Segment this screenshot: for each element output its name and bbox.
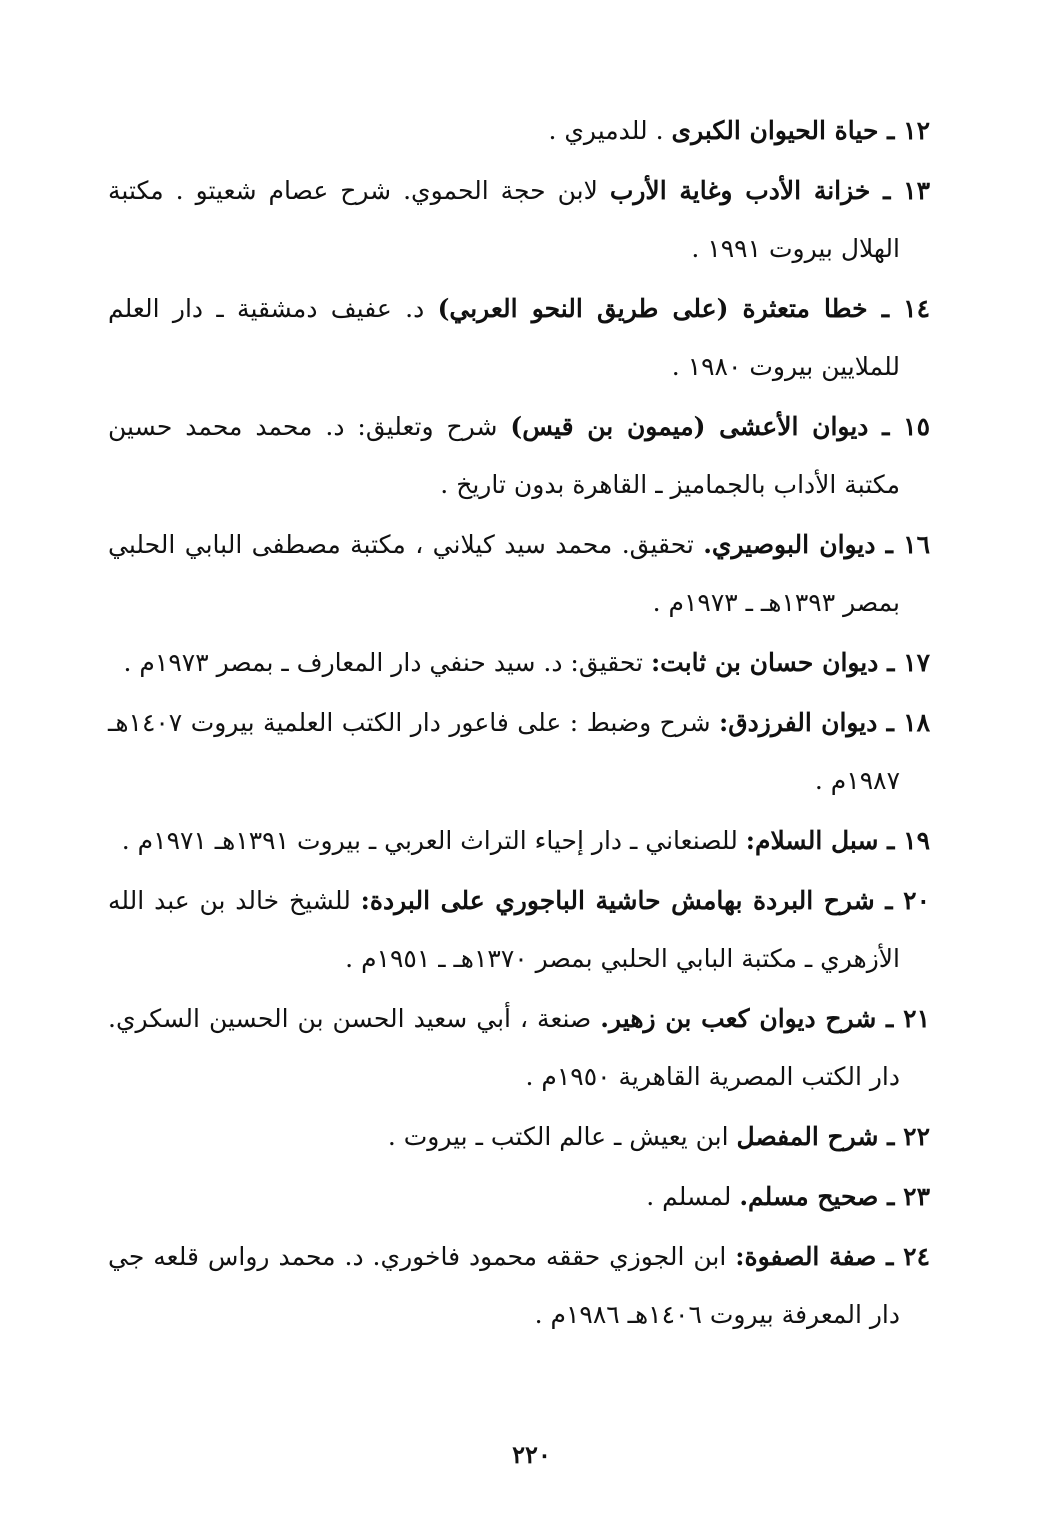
entry-title: حياة الحيوان الكبرى	[671, 116, 879, 145]
bibliography-entry: ١٥ ـ ديوان الأعشى (ميمون بن قيس) شرح وتعليق: د. محمد محمد حسين مكتبة الأداب بالجماميز ـ القاهرة بدون تاريخ .	[108, 412, 931, 499]
bibliography-entry: ١٩ ـ سبل السلام: للصنعاني ـ دار إحياء التراث العربي ـ بيروت ١٣٩١هـ ١٩٧١م .	[121, 826, 930, 855]
entry-number: ١٦	[903, 530, 931, 559]
entry-number: ١٩	[903, 826, 930, 855]
entry-details: شرح وضبط : على فاعور دار الكتب العلمية بيروت ١٤٠٧هـ ١٩٨٧م .	[108, 708, 900, 795]
entry-details: صنعة ، أبي سعيد الحسن بن الحسين السكري. دار الكتب المصرية القاهرية ١٩٥٠م .	[108, 1004, 900, 1091]
entry-number: ١٤	[903, 294, 931, 323]
bibliography-entry: ١٤ ـ خطا متعثرة (على طريق النحو العربي) د. عفيف دمشقية ـ دار العلم للملايين بيروت ١٩٨٠ .	[108, 294, 931, 381]
entry-details: شرح وتعليق: د. محمد محمد حسين مكتبة الأداب بالجماميز ـ القاهرة بدون تاريخ .	[108, 412, 900, 499]
entry-number: ٢٢	[903, 1122, 930, 1151]
entry-number: ١٢	[903, 116, 930, 145]
bibliography-entry: ١٣ ـ خزانة الأدب وغاية الأرب لابن حجة الحموي. شرح عصام شعيتو . مكتبة الهلال بيروت ١٩٩١ .	[108, 176, 931, 263]
entry-title: ديوان الفرزدق:	[719, 708, 878, 737]
entry-title: شرح ديوان كعب بن زهير.	[600, 1004, 877, 1033]
entry-number: ١٧	[903, 648, 930, 677]
entry-details: لابن حجة الحموي. شرح عصام شعيتو . مكتبة الهلال بيروت ١٩٩١ .	[108, 176, 900, 263]
bibliography-entry: ٢١ ـ شرح ديوان كعب بن زهير. صنعة ، أبي سعيد الحسن بن الحسين السكري. دار الكتب المصرية القاهرية ١٩٥٠م .	[108, 1004, 930, 1091]
page-number: ٢٢٠	[512, 1440, 551, 1469]
entry-title: ديوان حسان بن ثابت:	[650, 648, 879, 677]
entry-title: سبل السلام:	[745, 826, 879, 855]
bibliography-list	[108, 102, 930, 1346]
bibliography-entry: ١٦ ـ ديوان البوصيري. تحقيق. محمد سيد كيلاني ، مكتبة مصطفى البابي الحلبي بمصر ١٣٩٣هـ ـ ١٩٧٣م .	[108, 530, 931, 617]
entry-details: تحقيق: د. سيد حنفي دار المعارف ـ بمصر ١٩٧٣م .	[123, 648, 643, 677]
entry-title: صفة الصفوة:	[735, 1242, 877, 1271]
entry-number: ٢٣	[903, 1182, 930, 1211]
entry-number: ١٨	[903, 708, 931, 737]
entry-number: ٢١	[903, 1004, 930, 1033]
bibliography-entry: ٢٢ ـ شرح المفصل ابن يعيش ـ عالم الكتب ـ بيروت .	[387, 1122, 930, 1151]
bibliography-entry: ٢٣ ـ صحيح مسلم. لمسلم .	[646, 1182, 930, 1211]
bibliography-entry: ٢٤ ـ صفة الصفوة: ابن الجوزي حققه محمود فاخوري. د. محمد رواس قلعه جي دار المعرفة بيروت ١٤٠٦هـ ١٩٨٦م .	[108, 1242, 930, 1329]
entry-title: خزانة الأدب وغاية الأرب	[609, 176, 871, 205]
entry-details: د. عفيف دمشقية ـ دار العلم للملايين بيروت ١٩٨٠ .	[108, 294, 900, 381]
entry-details: . للدميري .	[548, 116, 664, 145]
entry-title: ديوان الأعشى (ميمون بن قيس)	[510, 412, 869, 441]
entry-title: خطا متعثرة (على طريق النحو العربي)	[437, 294, 868, 323]
entry-number: ١٣	[903, 176, 931, 205]
entry-title: صحيح مسلم.	[739, 1182, 879, 1211]
entry-details: ابن يعيش ـ عالم الكتب ـ بيروت .	[387, 1122, 729, 1151]
entry-number: ٢٤	[903, 1242, 930, 1271]
entry-details: للشيخ خالد بن عبد الله الأزهري ـ مكتبة البابي الحلبي بمصر ١٣٧٠هـ ـ ١٩٥١م .	[108, 886, 900, 973]
entry-details: لمسلم .	[646, 1182, 732, 1211]
bibliography-entry: ١٢ ـ حياة الحيوان الكبرى . للدميري .	[548, 116, 930, 145]
bibliography-entry: ٢٠ ـ شرح البردة بهامش حاشية الباجوري على البردة: للشيخ خالد بن عبد الله الأزهري ـ مكتبة البابي الحلبي بمصر ١٣٧٠هـ ـ ١٩٥١م .	[108, 886, 931, 973]
entry-details: للصنعاني ـ دار إحياء التراث العربي ـ بيروت ١٣٩١هـ ١٩٧١م .	[121, 826, 738, 855]
entry-title: ديوان البوصيري.	[703, 530, 876, 559]
entry-details: تحقيق. محمد سيد كيلاني ، مكتبة مصطفى البابي الحلبي بمصر ١٣٩٣هـ ـ ١٩٧٣م .	[108, 530, 900, 617]
entry-title: شرح البردة بهامش حاشية الباجوري على البردة:	[360, 886, 875, 915]
bibliography-entry: ١٧ ـ ديوان حسان بن ثابت: تحقيق: د. سيد حنفي دار المعارف ـ بمصر ١٩٧٣م .	[123, 648, 930, 677]
entry-number: ٢٠	[903, 886, 931, 915]
entry-details: ابن الجوزي حققه محمود فاخوري. د. محمد رواس قلعه جي دار المعرفة بيروت ١٤٠٦هـ ١٩٨٦م .	[108, 1242, 900, 1329]
entry-number: ١٥	[903, 412, 931, 441]
bibliography-entry: ١٨ ـ ديوان الفرزدق: شرح وضبط : على فاعور دار الكتب العلمية بيروت ١٤٠٧هـ ١٩٨٧م .	[108, 708, 931, 795]
entry-title: شرح المفصل	[736, 1122, 879, 1151]
